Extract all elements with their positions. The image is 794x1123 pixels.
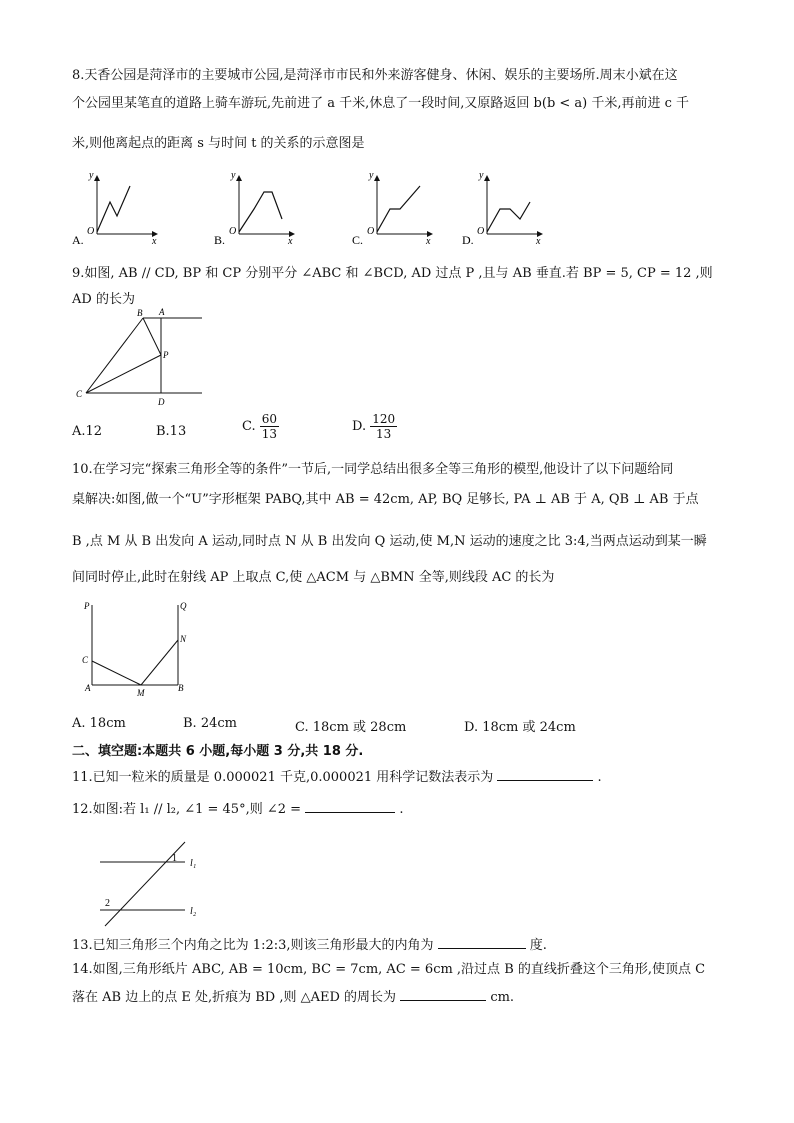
q10-option-c: C. 18cm 或 28cm [295, 720, 407, 735]
q9-label-p: P [163, 350, 169, 360]
q9-line-1: 9.如图, AB // CD, BP 和 CP 分别平分 ∠ABC 和 ∠BCD, AD 过点 P ,且与 AB 垂直.若 BP = 5, CP = 12 ,则 [72, 266, 713, 281]
q14-answer-blank[interactable] [400, 988, 486, 1001]
q10-label-m: M [137, 688, 145, 698]
q13 [72, 934, 547, 953]
q9-label-a: A [159, 307, 165, 317]
q9-option-c-fraction [260, 412, 279, 441]
q9-option-d-fraction [370, 412, 397, 441]
q8-c-y-label: y [369, 170, 374, 181]
q8-d-origin: O [477, 226, 485, 237]
q8-line-1: 8.天香公园是菏泽市的主要城市公园,是菏泽市市民和外来游客健身、休闲、娱乐的主要场所.周末小斌在这 [72, 68, 678, 83]
q10-option-b: B. 24cm [183, 716, 237, 731]
q12-angle-1-label: 1 [172, 853, 177, 864]
q8-option-d: D. [462, 233, 474, 247]
q8-option-c: C. [352, 233, 364, 247]
q14-end: cm. [490, 990, 515, 1005]
q11-answer-blank[interactable] [497, 768, 593, 781]
q8-graph-a [72, 170, 157, 247]
q9-line-2: AD 的长为 [72, 292, 135, 307]
q8-line-3: 米,则他离起点的距离 s 与时间 t 的关系的示意图是 [72, 136, 365, 151]
q8-option-b: B. [214, 233, 226, 247]
q10-line-3: B ,点 M 从 B 出发向 A 运动,同时点 N 从 B 出发向 Q 运动,使 M,N 运动的速度之比 3:4,当两点运动到某一瞬 [72, 534, 707, 549]
q12-end: . [399, 802, 404, 817]
q9-figure [72, 305, 212, 410]
q10-line-2: 桌解决:如图,做一个“U”字形框架 PABQ,其中 AB = 42cm, AP, BQ 足够长, PA ⊥ AB 于 A, QB ⊥ AB 于点 [72, 492, 699, 507]
q9-label-d: D [158, 397, 165, 407]
q10-label-p: P [84, 601, 90, 611]
q12 [72, 798, 403, 817]
q9-option-d [352, 412, 397, 441]
q8-graph-b [214, 170, 294, 247]
q12-line-l1-label: l₁ [190, 858, 197, 869]
q10-label-q: Q [180, 601, 187, 611]
q9-option-d-denominator: 13 [376, 427, 392, 441]
q11 [72, 766, 602, 785]
q8-graph-c [352, 170, 432, 247]
q10-option-a: A. 18cm [72, 716, 126, 731]
q10-line-1: 10.在学习完“探索三角形全等的条件”一节后,一同学总结出很多全等三角形的模型,他设计了以下问题给同 [72, 462, 674, 477]
q8-b-origin: O [229, 226, 237, 237]
q8-line-2: 个公园里某笔直的道路上骑车游玩,先前进了 a 千米,休息了一段时间,又原路返回 b(b < a) 千米,再前进 c 千 [72, 96, 690, 111]
q8-c-x-label: x [426, 236, 431, 247]
q8-d-y-label: y [479, 170, 484, 181]
q8-b-y-label: y [231, 170, 236, 181]
q14-line-2 [72, 986, 514, 1005]
q13-answer-blank[interactable] [438, 936, 526, 949]
q8-d-x-label: x [536, 236, 541, 247]
q13-text: 13.已知三角形三个内角之比为 1:2:3,则该三角形最大的内角为 [72, 938, 434, 953]
q8-a-x-label: x [152, 236, 157, 247]
q9-option-c-denominator: 13 [261, 427, 278, 441]
q10-figure [72, 595, 202, 700]
q8-option-graphs [72, 164, 572, 252]
q8-a-origin: O [87, 226, 95, 237]
q8-a-y-label: y [89, 170, 94, 181]
q9-option-b: B.13 [156, 424, 187, 439]
q10-label-n: N [180, 634, 187, 644]
q9-option-c-numerator: 60 [261, 412, 278, 426]
q9-option-c-prefix: C. [242, 419, 256, 434]
q12-angle-2-label: 2 [105, 898, 110, 909]
q12-text: 12.如图:若 l₁ // l₂, ∠1 = 45°,则 ∠2 = [72, 802, 302, 817]
q9-option-a: A.12 [72, 424, 103, 439]
q13-end: 度. [529, 938, 547, 953]
q10-label-b: B [178, 683, 184, 693]
q10-option-d: D. 18cm 或 24cm [464, 720, 576, 735]
q8-b-x-label: x [288, 236, 293, 247]
q9-label-b: B [137, 308, 143, 318]
q8-graph-d [462, 170, 542, 247]
q9-option-d-numerator: 120 [372, 412, 396, 426]
q11-end: . [597, 770, 602, 785]
q12-answer-blank[interactable] [305, 800, 395, 813]
q9-option-c [242, 412, 279, 441]
q14-text: 落在 AB 边上的点 E 处,折痕为 BD ,则 △AED 的周长为 [72, 990, 397, 1005]
q12-line-l2-label: l₂ [190, 906, 197, 917]
q8-c-origin: O [367, 226, 375, 237]
section-2-title: 二、填空题:本题共 6 小题,每小题 3 分,共 18 分. [72, 744, 364, 759]
q10-line-4: 间同时停止,此时在射线 AP 上取点 C,使 △ACM 与 △BMN 全等,则线段 AC 的长为 [72, 570, 555, 585]
q8-option-a: A. [72, 233, 84, 247]
q10-label-c: C [82, 655, 89, 665]
q14-line-1: 14.如图,三角形纸片 ABC, AB = 10cm, BC = 7cm, AC = 6cm ,沿过点 B 的直线折叠这个三角形,使顶点 C [72, 962, 706, 977]
q12-figure [95, 838, 215, 928]
q10-label-a: A [85, 683, 91, 693]
q9-label-c: C [76, 389, 83, 399]
q9-option-d-prefix: D. [352, 419, 367, 434]
q11-text: 11.已知一粒米的质量是 0.000021 千克,0.000021 用科学记数法表示为 [72, 770, 494, 785]
